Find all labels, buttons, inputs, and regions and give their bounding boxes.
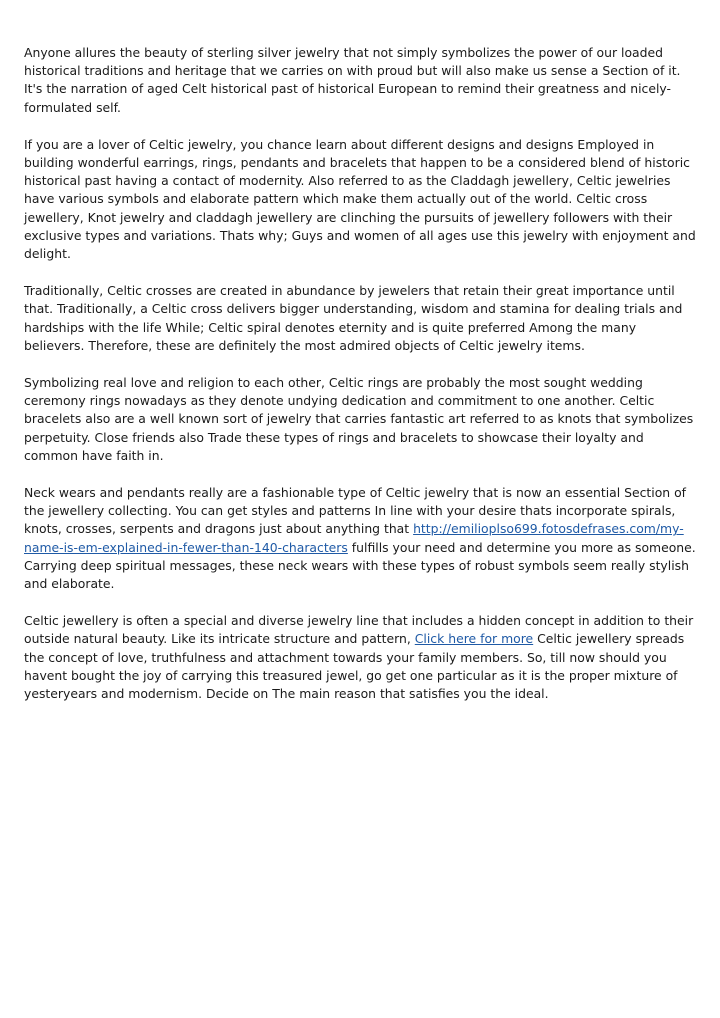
emilioplso-link[interactable]: http://emilioplso699.fotosdefrases.com/my-name-is-em-explained-in-fewer-than-140-characters [24,521,684,555]
document-body [24,44,700,722]
paragraph-5-text-before: Neck wears and pendants really are a fashionable type of Celtic jewelry that is now an essential Section of the jewellery collecting. You can get styles and patterns In line with your desire thats incorporate spirals, knots, crosses, serpents and dragons just about anything that [24,485,687,537]
paragraph-1: Anyone allures the beauty of sterling silver jewelry that not simply symbolizes the power of our loaded historical traditions and heritage that we carries on with proud but will also make us sense a Section of it. It's the narration of aged Celt historical past of historical European to remind their greatness and nicely-formulated self. [24,45,681,115]
paragraph-6-text-before: Celtic jewellery is often a special and diverse jewelry line that includes a hidden concept in addition to their outside natural beauty. Like its intricate structure and pattern, [24,613,694,647]
paragraph-3: Traditionally, Celtic crosses are created in abundance by jewelers that retain their great importance until that. Traditionally, a Celtic cross delivers bigger understanding, wisdom and stamina for dealing trials and hardships with the life While; Celtic spiral denotes eternity and is quite preferred Among the many believers. Therefore, these are definitely the most admired objects of Celtic jewelry items. [24,283,683,353]
paragraph-5-text-after: fulfills your need and determine you more as someone. Carrying deep spiritual messages, these neck wears with these types of robust symbols seem really stylish and elaborate. [24,539,696,592]
click-here-link[interactable]: Click here for more [414,631,534,647]
paragraph-5 [24,484,700,593]
paragraph-2: If you are a lover of Celtic jewelry, you chance learn about different designs and designs Employed in building wonderful earrings, rings, pendants and bracelets that happen to be a considered blend of historic historical past having a contact of modernity. Also referred to as the Claddagh jewellery, Celtic jewelries have various symbols and elaborate pattern which make them actually out of the world. Celtic cross jewellery, Knot jewelry and claddagh jewellery are clinching the pursuits of jewellery followers with their exclusive types and variations. Thats why; Guys and women of all ages use this jewelry with enjoyment and delight. [24,136,696,262]
paragraph-6-text-after: Celtic jewellery spreads the concept of love, truthfulness and attachment towards your family members. So, till now should you havent bought the joy of carrying this treasured jewel, go get one particular as it is the proper mixture of yesteryears and modernism. Decide on The main reason that satisfies you the ideal. [24,631,685,702]
paragraph-6 [24,612,700,703]
paragraph-4: Symbolizing real love and religion to each other, Celtic rings are probably the most sought wedding ceremony rings nowadays as they denote undying dedication and commitment to one another. Celtic bracelets also are a well known sort of jewelry that carries fantastic art referred to as knots that symbolizes perpetuity. Close friends also Trade these types of rings and bracelets to showcase their loyalty and common have faith in. [24,375,694,463]
